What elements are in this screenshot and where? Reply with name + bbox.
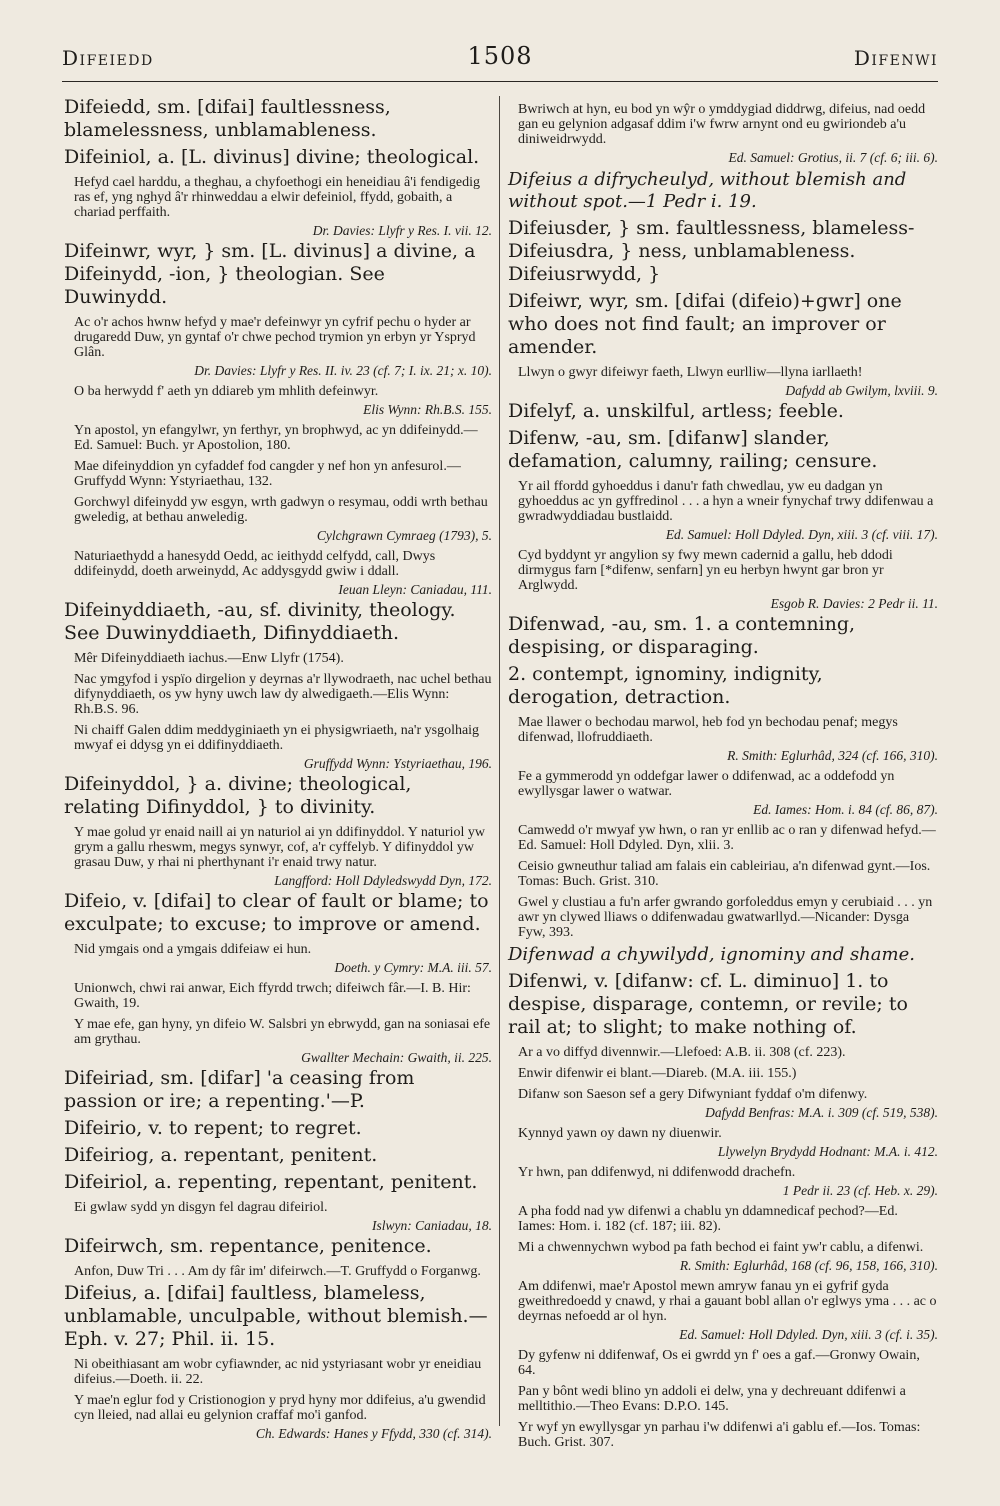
quotation: Camwedd o'r mwyaf yw hwn, o ran yr enllib ac o ran y difenwad hefyd.—Ed. Samuel: Holl Ddyled. Dyn, xlii. 3. <box>518 823 936 853</box>
citation-source: Doeth. y Cymry: M.A. iii. 57. <box>334 960 492 975</box>
dictionary-entry: Difeiriad, sm. [difar] 'a ceasing from passion or ire; a repenting.'—P. <box>64 1067 415 1112</box>
dictionary-entry: Difeiriog, a. repentant, penitent. <box>64 1144 378 1166</box>
dictionary-entry: Difenwi, v. [difanw: cf. L. diminuo] 1. to despise, disparage, contemn, or revile; to rail at; to slight; to make nothing of. <box>508 970 908 1038</box>
citation-source: Ed. Iames: Hom. i. 84 (cf. 86, 87). <box>753 802 938 817</box>
dictionary-entry: Difeio, v. [difai] to clear of fault or blame; to exculpate; to excuse; to improve or amend. <box>64 890 489 935</box>
citation-source: Cylchgrawn Cymraeg (1793), 5. <box>316 528 492 543</box>
citation-source: Ed. Samuel: Grotius, ii. 7 (cf. 6; iii. 6). <box>728 150 938 165</box>
quotation: Ei gwlaw sydd yn disgyn fel dagrau difeiriol. <box>74 1200 328 1215</box>
citation-source: Ed. Samuel: Holl Ddyled. Dyn, xiii. 3 (cf. i. 35). <box>679 1327 938 1342</box>
citation-source: Dafydd ab Gwilym, lxviii. 9. <box>785 383 938 398</box>
dictionary-entry: Difeius, a. [difai] faultless, blameless, unblamable, unculpable, without blemish.—Eph. v. 27; Phil. ii. 15. <box>64 1282 488 1350</box>
quotation: Yr ail ffordd gyhoeddus i danu'r fath chwedlau, yw eu dadgan yn gyhoeddus ac yn gyffredinol . . . a hyn a wneir fynychaf trwy ddifenwau a gwradwyddiadau bustlaidd. <box>518 479 934 524</box>
quotation: Ni obeithiasant am wobr cyfiawnder, ac nid ystyriasant wobr yr eneidiau difeius.—Doeth. ii. 22. <box>74 1357 482 1387</box>
quotation: Y mae efe, gan hyny, yn difeio W. Salsbri yn ebrwydd, gan na soniasai efe am grythau. <box>74 1017 491 1047</box>
quotation: Kynnyd yawn oy dawn ny diuenwir. <box>518 1126 722 1141</box>
dictionary-entry: Difeinyddiaeth, -au, sf. divinity, theology. See Duwinyddiaeth, Difinyddiaeth. <box>64 599 456 644</box>
quotation: O ba herwydd f' aeth yn ddiareb ym mhlith defeinwyr. <box>74 384 379 399</box>
quotation: Nid ymgais ond a ymgais ddifeiaw ei hun. <box>74 942 312 957</box>
citation-source: 1 Pedr ii. 23 (cf. Heb. x. 29). <box>782 1183 938 1198</box>
citation-source: Gruffydd Wynn: Ystyriaethau, 196. <box>303 756 492 771</box>
citation-source: Langfford: Holl Ddyledswydd Dyn, 172. <box>274 873 492 888</box>
quotation: Dy gyfenw ni ddifenwaf, Os ei gwrdd yn f' oes a gaf.—Gronwy Owain, 64. <box>518 1348 920 1378</box>
citation-source: R. Smith: Eglurhâd, 168 (cf. 96, 158, 166, 310). <box>679 1258 938 1273</box>
quotation: Yr hwn, pan ddifenwyd, ni ddifenwodd drachefn. <box>518 1165 796 1180</box>
quotation: Ni chaiff Galen ddim meddyginiaeth yn ei physigwriaeth, na'r ysgolhaig mwyaf ei ddysg yn ei ddifinyddiaeth. <box>74 723 480 753</box>
citation-source: Islwyn: Caniadau, 18. <box>372 1218 492 1233</box>
citation-source: Ed. Samuel: Holl Ddyled. Dyn, xiii. 3 (cf. viii. 17). <box>665 527 938 542</box>
citation-source: Llywelyn Brydydd Hodnant: M.A. i. 412. <box>717 1144 938 1159</box>
citation-source: Dafydd Benfras: M.A. i. 309 (cf. 519, 538). <box>705 1105 938 1120</box>
running-header <box>62 38 938 78</box>
quotation: Ar a vo diffyd divennwir.—Llefoed: A.B. ii. 308 (cf. 223). <box>518 1045 846 1060</box>
quotation: Gorchwyl difeinydd yw esgyn, wrth gadwyn o resymau, oddi wrth bethau gweledig, at bethau anweledig. <box>74 495 488 525</box>
quotation: Mae difeinyddion yn cyfaddef fod cangder y nef hon yn anfesurol.—Gruffydd Wynn: Ystyriaethau, 132. <box>74 459 461 489</box>
quotation: Mêr Difeinyddiaeth iachus.—Enw Llyfr (1754). <box>74 651 344 666</box>
dictionary-entry: Difeirio, v. to repent; to regret. <box>64 1117 362 1139</box>
right-column <box>508 96 938 1450</box>
dictionary-entry: Difelyf, a. unskilful, artless; feeble. <box>508 400 844 422</box>
quotation: Naturiaethydd a hanesydd Oedd, ac ieithydd celfydd, call, Dwys ddifeinydd, doeth arweinydd, Ac addysgydd gwiw i ddall. <box>74 549 436 579</box>
dictionary-entry: 2. contempt, ignominy, indignity, derogation, detraction. <box>508 663 823 708</box>
quotation: Pan y bônt wedi blino yn addoli ei delw, yna y dechreuant ddifenwi a melltithio.—Theo Evans: D.P.O. 145. <box>518 1384 906 1414</box>
dictionary-entry: Difenwad, -au, sm. 1. a contemning, despising, or disparaging. <box>508 613 856 658</box>
column-divider <box>499 96 500 1426</box>
quotation: Cyd byddynt yr angylion sy fwy mewn cadernid a gallu, heb ddodi dirmygus farn [*difenw, senfarn] yn eu herbyn hwynt gar bron yr Arglwydd. <box>518 548 893 593</box>
quotation: Mae llawer o bechodau marwol, heb fod yn bechodau penaf; megys difenwad, llofruddiaeth. <box>518 715 898 745</box>
quotation: Nac ymgyfod i yspïo dirgelion y deyrnas a'r llywodraeth, nac uchel bethau difynyddiaeth, os yw hyny uwch law dy alwedigaeth.—Elis Wynn: Rh.B.S. 96. <box>74 672 492 717</box>
dictionary-entry: Difeirwch, sm. repentance, penitence. <box>64 1235 432 1257</box>
citation-source: R. Smith: Eglurhâd, 324 (cf. 166, 310). <box>727 748 938 763</box>
citation-source: Dr. Davies: Llyfr y Res. I. vii. 12. <box>312 223 492 238</box>
dictionary-entry: Difeiwr, wyr, sm. [difai (difeio)+gwr] one who does not find fault; an improver or amender. <box>508 290 902 358</box>
quotation: Ceisio gwneuthur taliad am falais ein cableiriau, a'n difenwad gynt.—Ios. Tomas: Buch. Grist. 310. <box>518 859 931 889</box>
citation-source: Dr. Davies: Llyfr y Res. II. iv. 23 (cf. 7; I. ix. 21; x. 10). <box>194 363 492 378</box>
citation-source: Esgob R. Davies: 2 Pedr ii. 11. <box>770 596 938 611</box>
quotation: Hefyd cael harddu, a theghau, a chyfoethogi ein heneidiau â'i fendigedig ras ef, yng nghyd â'r rhinweddau a elwir defeiniol, ffydd, gobaith, a chariad perffaith. <box>74 175 481 220</box>
quotation: Unionwch, chwi rai anwar, Eich ffyrdd trwch; difeiwch fâr.—I. B. Hir: Gwaith, 19. <box>74 981 471 1011</box>
quotation: Enwir difenwir ei blant.—Diareb. (M.A. iii. 155.) <box>518 1066 797 1081</box>
quotation: Y mae golud yr enaid naill ai yn naturiol ai yn ddifinyddol. Y naturiol yw grym a gallu rheswm, megys synwyr, cof, a'r cyffelyb. Y difinyddol yw grasau Duw, y rhai ni pherthynant i'r enaid trwy natur. <box>74 825 485 870</box>
sub-entry: Difeius a difrycheulyd, without blemish and without spot.—1 Pedr i. 19. <box>508 169 907 212</box>
dictionary-entry: Difeiedd, sm. [difai] faultlessness, blamelessness, unblamableness. <box>64 96 391 141</box>
header-right-guideword: Difenwi <box>853 46 938 70</box>
quotation: Gwel y clustiau a fu'n arfer gwrando gorfoleddus emyn y cerubiaid . . . yn awr yn clywed lliaws o ddifenwadau gwatwarllyd.—Nicander: Dysga Fyw, 393. <box>518 895 933 940</box>
quotation: Y mae'n eglur fod y Cristionogion y pryd hyny mor ddifeius, a'u gwendid cyn lleied, nad allai eu gelynion craffaf mo'i ganfod. <box>74 1393 486 1423</box>
quotation: Am ddifenwi, mae'r Apostol mewn amryw fanau yn ei gyfrif gyda gweithredoedd y cnawd, y rhai a gauant bobl allan o'r eglwys yma . . . ac o deyrnas nefoedd ar ol hyn. <box>518 1279 937 1324</box>
quotation: Mi a chwennychwn wybod pa fath bechod ei faint yw'r cablu, a difenwi. <box>518 1240 924 1255</box>
quotation: Yr wyf yn ewyllysgar yn parhau i'w ddifenwi a'i gablu ef.—Ios. Tomas: Buch. Grist. 307. <box>518 1420 921 1450</box>
dictionary-entry: Difeiniol, a. [L. divinus] divine; theological. <box>64 146 480 168</box>
left-column <box>64 96 492 1441</box>
dictionary-entry: Difeiusder, } sm. faultlessness, blameless- Difeiusdra, } ness, unblamableness. Difeiusrwydd, } <box>508 217 915 285</box>
quotation: Yn apostol, yn efangylwr, yn ferthyr, yn brophwyd, ac yn ddifeinydd.—Ed. Samuel: Buch. yr Apostolion, 180. <box>74 423 478 453</box>
quotation: Difanw son Saeson sef a gery Difwyniant fyddaf o'm difenwy. <box>518 1087 868 1102</box>
dictionary-entry: Difeinyddol, } a. divine; theological, relating Difinyddol, } to divinity. <box>64 773 412 818</box>
citation-source: Ieuan Lleyn: Caniadau, 111. <box>338 582 492 597</box>
citation-source: Gwallter Mechain: Gwaith, ii. 225. <box>301 1050 492 1065</box>
quotation: Anfon, Duw Tri . . . Am dy fâr im' difeirwch.—T. Gruffydd o Forganwg. <box>74 1264 481 1279</box>
dictionary-entry: Difeinwr, wyr, } sm. [L. divinus] a divine, a Difeinydd, -ion, } theologian. See Duwinydd. <box>64 240 476 308</box>
page-number: 1508 <box>467 42 533 70</box>
quotation: Fe a gymmerodd yn oddefgar lawer o ddifenwad, ac a oddefodd yn ewyllysgar lawer o watwar. <box>518 769 895 799</box>
quotation: Bwriwch at hyn, eu bod yn wŷr o ymddygiad diddrwg, difeius, nad oedd gan eu gelynion adgasaf ddim i'w fwrw arnynt ond eu gwiriondeb a'u diniweidrwydd. <box>518 102 926 147</box>
quotation: Ac o'r achos hwnw hefyd y mae'r defeinwyr yn cyfrif pechu o hyder ar drugaredd Duw, yn gyntaf o'r chwe pechod trymion yn erbyn yr Yspryd Glân. <box>74 315 476 360</box>
quotation: Llwyn o gwyr difeiwyr faeth, Llwyn eurlliw—llyna iarllaeth! <box>518 365 863 380</box>
citation-source: Elis Wynn: Rh.B.S. 155. <box>363 402 492 417</box>
header-left-guideword: Difeiedd <box>62 46 154 70</box>
dictionary-entry: Difenw, -au, sm. [difanw] slander, defamation, calumny, railing; censure. <box>508 427 878 472</box>
citation-source: Ch. Edwards: Hanes y Ffydd, 330 (cf. 314). <box>255 1426 492 1441</box>
sub-entry: Difenwad a chywilydd, ignominy and shame. <box>508 944 915 965</box>
header-rule <box>62 81 938 82</box>
quotation: A pha fodd nad yw difenwi a chablu yn ddamnedicaf pechod?—Ed. Iames: Hom. i. 182 (cf. 187; iii. 82). <box>518 1204 898 1234</box>
dictionary-entry: Difeiriol, a. repenting, repentant, penitent. <box>64 1171 478 1193</box>
